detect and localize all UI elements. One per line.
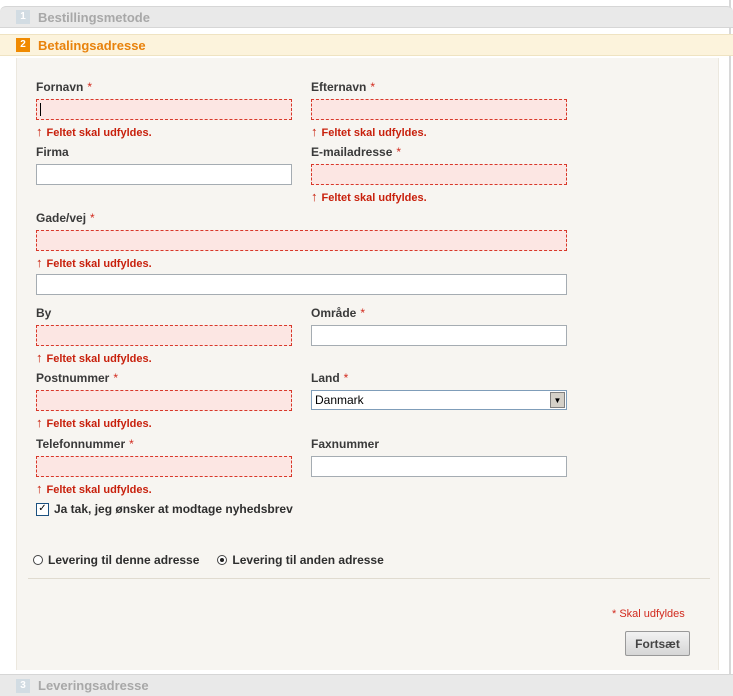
error-text: Feltet skal udfyldes. [46,484,152,496]
step-number: 3 [16,679,30,693]
text-cursor [40,103,41,116]
street2-group [36,269,567,295]
step-number: 1 [16,10,30,24]
ship-same-option[interactable] [33,553,199,567]
error-text: Feltet skal udfyldes. [46,258,152,270]
email-group [311,145,567,203]
firstname-error [36,125,292,138]
step-title: Leveringsadresse [38,678,149,693]
postcode-input[interactable] [36,390,292,411]
error-text: Feltet skal udfyldes. [46,418,152,430]
arrow-up-icon: ↑ [36,415,43,430]
city-group [36,306,292,364]
firstname-group [36,80,292,138]
city-input[interactable] [36,325,292,346]
street2-input[interactable] [36,274,567,295]
street-error [36,256,567,269]
postcode-error [36,416,292,429]
step-title: Betalingsadresse [38,37,146,53]
required-marker: * [90,211,95,225]
country-select[interactable] [311,390,567,410]
required-marker: * [87,80,93,94]
arrow-up-icon: ↑ [311,189,318,204]
email-error [311,190,567,203]
required-marker: * [370,80,376,94]
region-group [311,306,567,346]
required-marker: * [360,306,366,320]
required-marker: * [129,437,134,451]
shipping-options [33,553,402,567]
step-betalingsadresse [0,34,733,56]
firstname-input[interactable] [36,99,292,120]
step-leveringsadresse[interactable] [0,674,733,696]
arrow-up-icon: ↑ [36,350,43,365]
phone-error [36,482,292,495]
required-marker: * [343,371,349,385]
newsletter-option[interactable] [36,502,293,516]
error-text: Feltet skal udfyldes. [46,353,152,365]
email-input[interactable] [311,164,567,185]
arrow-up-icon: ↑ [36,481,43,496]
region-input[interactable] [311,325,567,346]
street-group [36,211,567,269]
ship-other-label: Levering til anden adresse [232,553,384,567]
country-group [311,371,567,410]
country-selected-value: Danmark [315,393,364,407]
arrow-up-icon: ↑ [36,124,43,139]
ship-other-option[interactable] [217,553,383,567]
step-title: Bestillingsmetode [38,9,150,25]
street-input[interactable] [36,230,567,251]
fax-input[interactable] [311,456,567,477]
ship-same-label: Levering til denne adresse [48,553,200,567]
company-label: Firma [36,145,69,159]
newsletter-label: Ja tak, jeg ønsker at modtage nyhedsbrev [54,502,293,516]
phone-input[interactable] [36,456,292,477]
company-input[interactable] [36,164,292,185]
city-label: By [36,306,52,320]
phone-label: Telefonnummer [36,437,126,451]
postcode-group [36,371,292,429]
divider [28,578,710,579]
lastname-group [311,80,567,138]
street-label: Gade/vej [36,211,87,225]
newsletter-checkbox[interactable]: ✓ [36,503,49,516]
ship-other-radio[interactable] [217,555,227,565]
arrow-up-icon: ↑ [311,124,318,139]
ship-same-radio[interactable] [33,555,43,565]
step-number: 2 [16,38,30,52]
phone-group [36,437,292,495]
city-error [36,351,292,364]
chevron-down-icon[interactable]: ▼ [550,392,565,408]
error-text: Feltet skal udfyldes. [321,127,427,139]
required-marker: * [113,371,119,385]
region-label: Område [311,306,357,320]
email-label: E-mailadresse [311,145,393,159]
error-text: Feltet skal udfyldes. [46,127,152,139]
lastname-input[interactable] [311,99,567,120]
required-note: * Skal udfyldes [612,608,685,620]
firstname-label: Fornavn [36,80,84,94]
postcode-label: Postnummer [36,371,110,385]
error-text: Feltet skal udfyldes. [321,192,427,204]
lastname-error [311,125,567,138]
continue-button[interactable]: Fortsæt [625,631,690,656]
country-label: Land [311,371,340,385]
arrow-up-icon: ↑ [36,255,43,270]
fax-label: Faxnummer [311,437,380,451]
fax-group [311,437,567,477]
step-bestillingsmetode[interactable] [0,6,733,28]
lastname-label: Efternavn [311,80,367,94]
company-group [36,145,292,185]
required-marker: * [396,145,402,159]
